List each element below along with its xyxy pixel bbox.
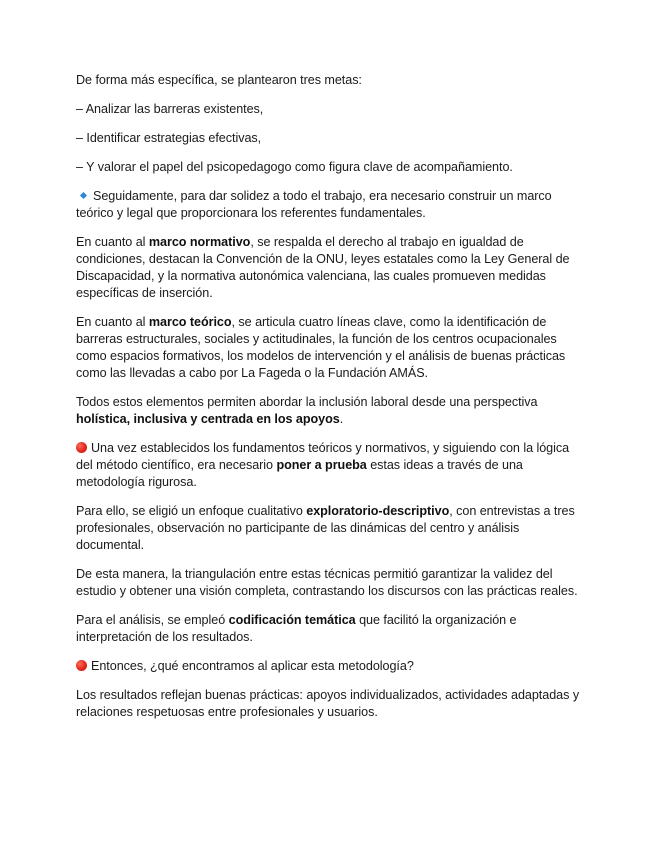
- red-circle-icon: [76, 660, 87, 671]
- resultados-paragraph: [76, 687, 585, 721]
- intro-text: De forma más específica, se plantearon tres metas:: [76, 73, 362, 87]
- metodologia-paragraph: [76, 440, 585, 491]
- text-run: En cuanto al: [76, 315, 149, 329]
- triangulacion-text: De esta manera, la triangulación entre estas técnicas permitió garantizar la validez del estudio y obtener una visión completa, contrastando los discursos con las prácticas reales.: [76, 567, 578, 598]
- entonces-text: Entonces, ¿qué encontramos al aplicar esta metodología?: [91, 659, 414, 673]
- goal-text: – Analizar las barreras existentes,: [76, 102, 264, 116]
- bold-term: poner a prueba: [276, 458, 367, 472]
- bold-term: exploratorio-descriptivo: [306, 504, 450, 518]
- text-run: estas ideas a través de una metodología rigurosa.: [76, 458, 523, 489]
- text-run: Para ello, se eligió un enfoque cualitativo: [76, 504, 307, 518]
- analisis-paragraph: [76, 612, 585, 646]
- intro-paragraph: [76, 72, 585, 89]
- goal-text: – Y valorar el papel del psicopedagogo como figura clave de acompañamiento.: [76, 160, 513, 174]
- text-run: Para el análisis, se empleó: [76, 613, 229, 627]
- text-run: , con entrevistas a tres profesionales, observación no participante de las dinámicas del centro y análisis documental.: [76, 504, 575, 552]
- text-run: Una vez establecidos los fundamentos teóricos y normativos, y siguiendo con la lógica del método científico, era necesario: [76, 441, 570, 472]
- goal-item: [76, 159, 585, 176]
- text-run: , se respalda el derecho al trabajo en igualdad de condiciones, destacan la Convención de la ONU, leyes estatales como la Ley General de Discapacidad, y la normativa autonómica valenciana, las cuales promueven medidas específicas de inserción.: [76, 235, 570, 300]
- goal-item: [76, 101, 585, 118]
- red-circle-icon: [76, 442, 87, 453]
- triangulacion-paragraph: [76, 566, 585, 600]
- enfoque-paragraph: [76, 503, 585, 554]
- text-run: Todos estos elementos permiten abordar la inclusión laboral desde una perspectiva: [76, 395, 538, 409]
- elementos-paragraph: [76, 394, 585, 428]
- resultados-text: Los resultados reflejan buenas prácticas: apoyos individualizados, actividades adaptadas y relaciones respetuosas entre profesionales y usuarios.: [76, 688, 580, 719]
- bold-term: codificación temática: [228, 613, 356, 627]
- bold-term: holística, inclusiva y centrada en los apoyos: [76, 412, 340, 426]
- text-run: .: [339, 412, 344, 426]
- bold-term: marco teórico: [148, 315, 232, 329]
- goal-text: – Identificar estrategias efectivas,: [76, 131, 262, 145]
- text-run: En cuanto al: [76, 235, 149, 249]
- marco-intro-text: Seguidamente, para dar solidez a todo el trabajo, era necesario construir un marco teórico y legal que proporcionara los referentes fundamentales.: [76, 189, 552, 220]
- bold-term: marco normativo: [148, 235, 251, 249]
- small-blue-diamond-icon: [80, 192, 87, 199]
- marco-teorico-paragraph: [76, 314, 585, 382]
- marco-normativo-paragraph: [76, 234, 585, 302]
- marco-intro-paragraph: [76, 188, 585, 222]
- text-run: , se articula cuatro líneas clave, como la identificación de barreras estructurales, sociales y actitudinales, la función de los centros ocupacionales como espacios formativos, los modelos de intervención y el análisis de buenas prácticas como las llevadas a cabo por La Fageda o la Fundación AMÁS.: [76, 315, 566, 380]
- text-run: que facilitó la organización e interpretación de los resultados.: [76, 613, 517, 644]
- goal-item: [76, 130, 585, 147]
- entonces-paragraph: [76, 658, 585, 675]
